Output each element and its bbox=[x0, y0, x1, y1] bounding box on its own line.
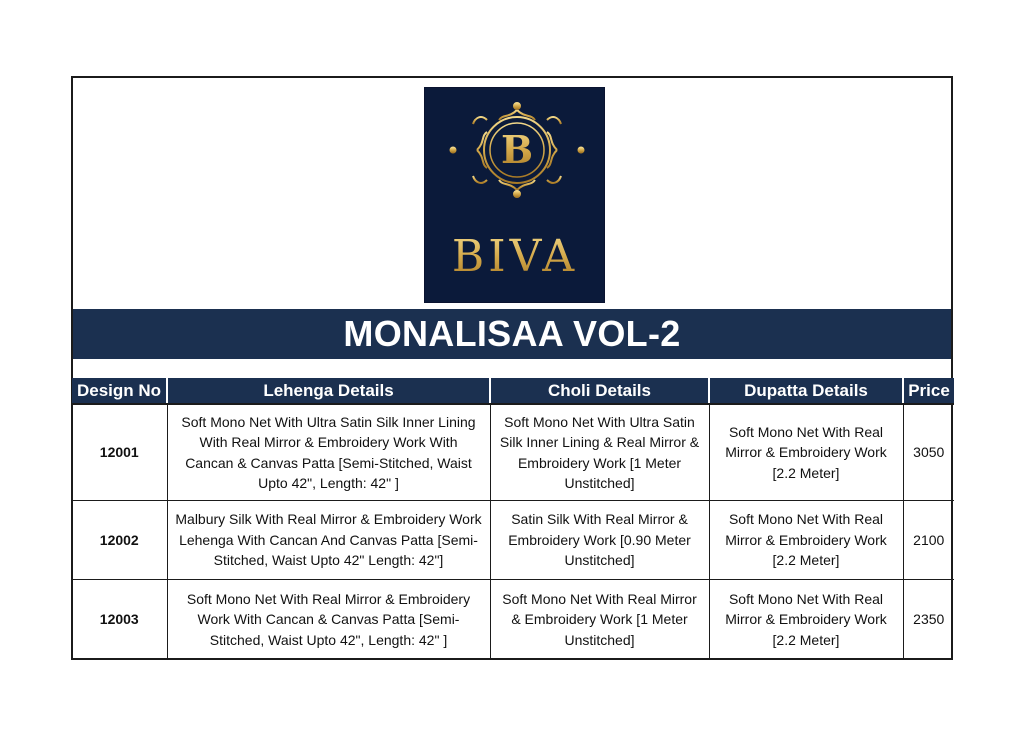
table-row bbox=[72, 404, 954, 501]
lehenga-details-cell: Malbury Silk With Real Mirror & Embroidery Work Lehenga With Cancan And Canvas Patta [Semi-Stitched, Waist Upto 42" Length: 42"] bbox=[167, 501, 490, 580]
table-header-row bbox=[72, 378, 954, 404]
logo-area bbox=[73, 78, 951, 310]
design-no-cell: 12003 bbox=[72, 580, 167, 660]
design-no-cell: 12001 bbox=[72, 404, 167, 501]
catalog-table bbox=[72, 378, 954, 659]
price-cell: 2100 bbox=[903, 501, 954, 580]
header-dupatta-details: Dupatta Details bbox=[709, 378, 903, 404]
dupatta-details-cell: Soft Mono Net With Real Mirror & Embroidery Work [2.2 Meter] bbox=[709, 404, 903, 501]
table-row bbox=[72, 580, 954, 660]
header-price: Price bbox=[903, 378, 954, 404]
choli-details-cell: Satin Silk With Real Mirror & Embroidery Work [0.90 Meter Unstitched] bbox=[490, 501, 709, 580]
design-no-cell: 12002 bbox=[72, 501, 167, 580]
header-lehenga-details: Lehenga Details bbox=[167, 378, 490, 404]
dupatta-details-cell: Soft Mono Net With Real Mirror & Embroidery Work [2.2 Meter] bbox=[709, 580, 903, 660]
price-cell: 3050 bbox=[903, 404, 954, 501]
header-choli-details: Choli Details bbox=[490, 378, 709, 404]
choli-details-cell: Soft Mono Net With Ultra Satin Silk Inner Lining & Real Mirror & Embroidery Work [1 Meter Unstitched] bbox=[490, 404, 709, 501]
brand-logo-graphic bbox=[425, 88, 604, 302]
catalog-sheet bbox=[71, 76, 953, 660]
brand-logo bbox=[424, 87, 605, 303]
lehenga-details-cell: Soft Mono Net With Ultra Satin Silk Inner Lining With Real Mirror & Embroidery Work With Cancan & Canvas Patta [Semi-Stitched, Waist Upto 42", Length: 42" ] bbox=[167, 404, 490, 501]
price-cell: 2350 bbox=[903, 580, 954, 660]
table-row bbox=[72, 501, 954, 580]
brand-initial: B bbox=[500, 127, 534, 172]
header-design-no: Design No bbox=[72, 378, 167, 404]
dupatta-details-cell: Soft Mono Net With Real Mirror & Embroidery Work [2.2 Meter] bbox=[709, 501, 903, 580]
lehenga-details-cell: Soft Mono Net With Real Mirror & Embroidery Work With Cancan & Canvas Patta [Semi-Stitched, Waist Upto 42", Length: 42" ] bbox=[167, 580, 490, 660]
collection-title: MONALISAA VOL-2 bbox=[73, 309, 951, 359]
brand-name: BIVA bbox=[451, 231, 579, 282]
choli-details-cell: Soft Mono Net With Real Mirror & Embroidery Work [1 Meter Unstitched] bbox=[490, 580, 709, 660]
